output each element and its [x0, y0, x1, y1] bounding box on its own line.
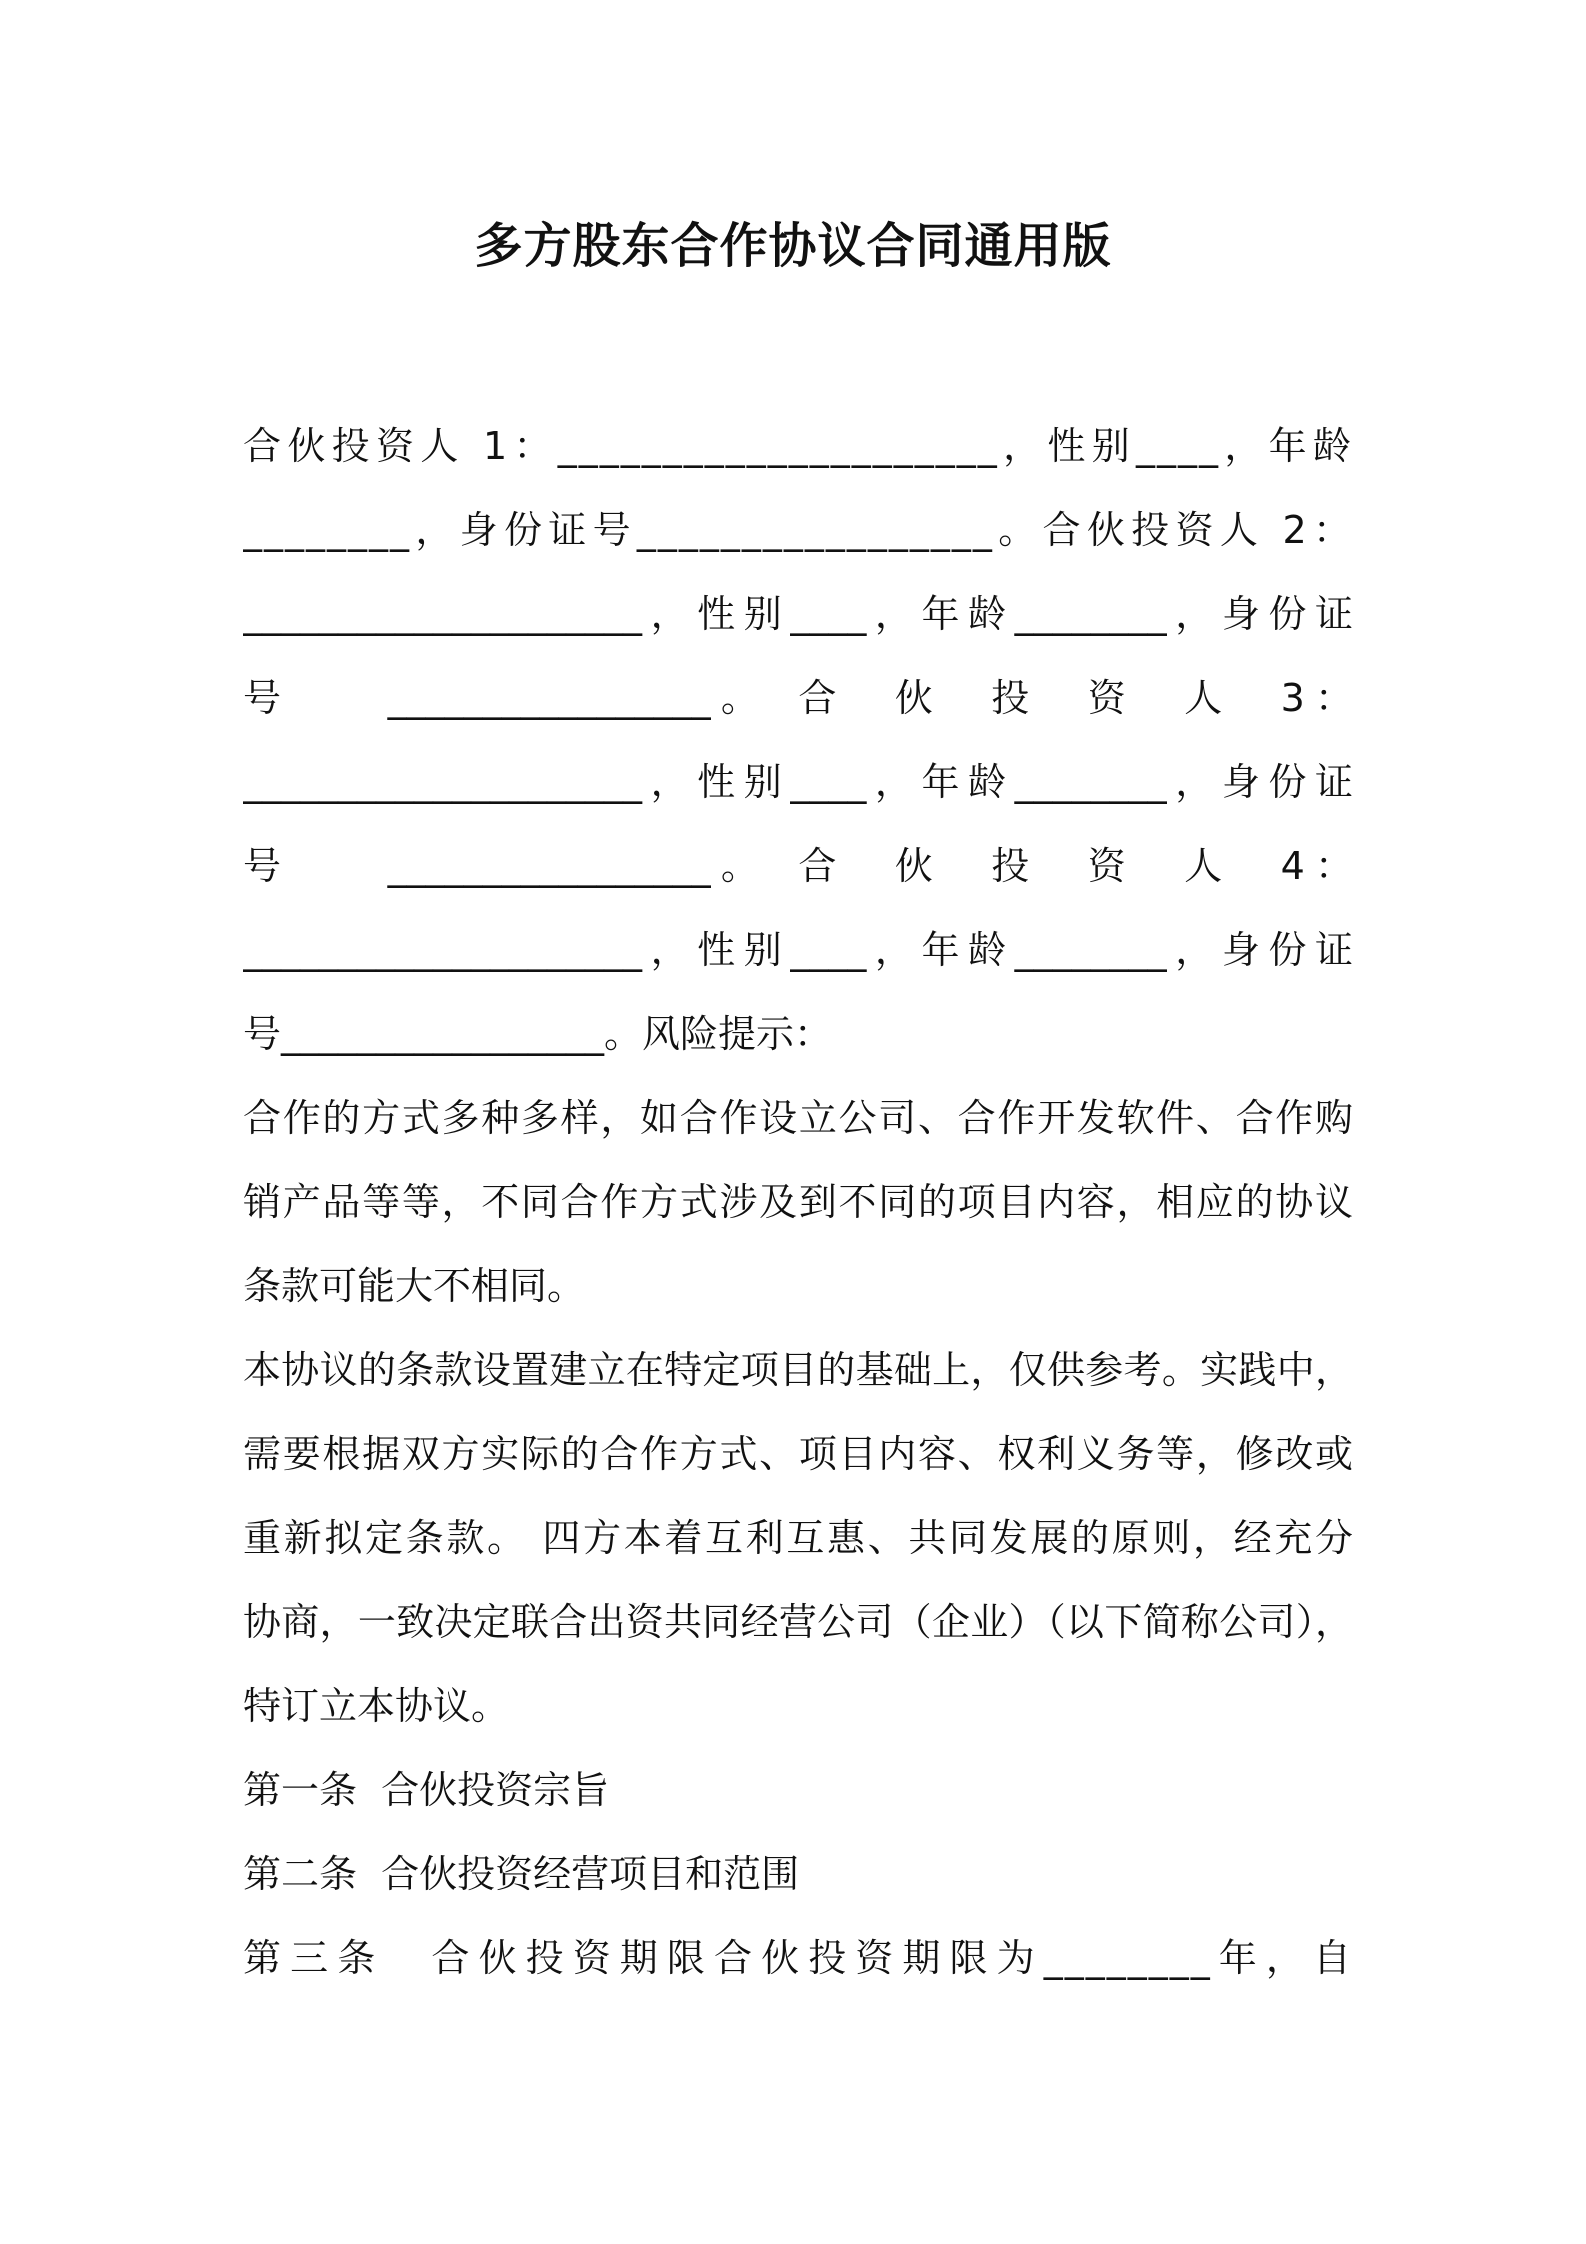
article-3-heading: 第三条 合伙投资期限合伙投资期限为________年，自	[243, 1936, 1353, 1980]
partner-1-info-line: 合伙投资人 1：_____________________，性别____，年龄	[243, 424, 1353, 468]
article-1-heading: 第一条 合伙投资宗旨	[243, 1768, 610, 1812]
partner-4-info-line: 号 _________________。 合 伙 投 资 人 4：	[243, 844, 1353, 888]
risk-notice-paragraph-line: 条款可能大不相同。	[243, 1264, 586, 1308]
partner-2-details-line: _____________________，性别____，年龄________，身份证	[243, 592, 1353, 636]
document-body	[243, 404, 1353, 2000]
document-title: 多方股东合作协议合同通用版	[474, 218, 1112, 274]
agreement-preamble-line: 本协议的条款设置建立在特定项目的基础上，仅供参考。实践中，	[243, 1348, 1353, 1392]
agreement-preamble-line: 特订立本协议。	[243, 1684, 510, 1728]
risk-notice-paragraph-line: 销产品等等，不同合作方式涉及到不同的项目内容，相应的协议	[243, 1180, 1353, 1224]
agreement-preamble-line: 重新拟定条款。 四方本着互利互惠、共同发展的原则，经充分	[243, 1516, 1353, 1560]
partner-3-info-line: 号 _________________。 合 伙 投 资 人 3：	[243, 676, 1353, 720]
agreement-preamble-line: 需要根据双方实际的合作方式、项目内容、权利义务等，修改或	[243, 1432, 1353, 1476]
risk-notice-paragraph-line: 合作的方式多种多样，如合作设立公司、合作开发软件、合作购	[243, 1096, 1353, 1140]
agreement-preamble-line: 协商，一致决定联合出资共同经营公司（企业）（以下简称公司），	[243, 1600, 1353, 1644]
article-2-heading: 第二条 合伙投资经营项目和范围	[243, 1852, 800, 1896]
partner-2-info-line: ________，身份证号_________________。合伙投资人 2：	[243, 508, 1353, 552]
risk-notice-heading-line: 号_________________。风险提示：	[243, 1012, 833, 1056]
partner-4-details-line: _____________________，性别____，年龄________，身份证	[243, 928, 1353, 972]
partner-3-details-line: _____________________，性别____，年龄________，身份证	[243, 760, 1353, 804]
